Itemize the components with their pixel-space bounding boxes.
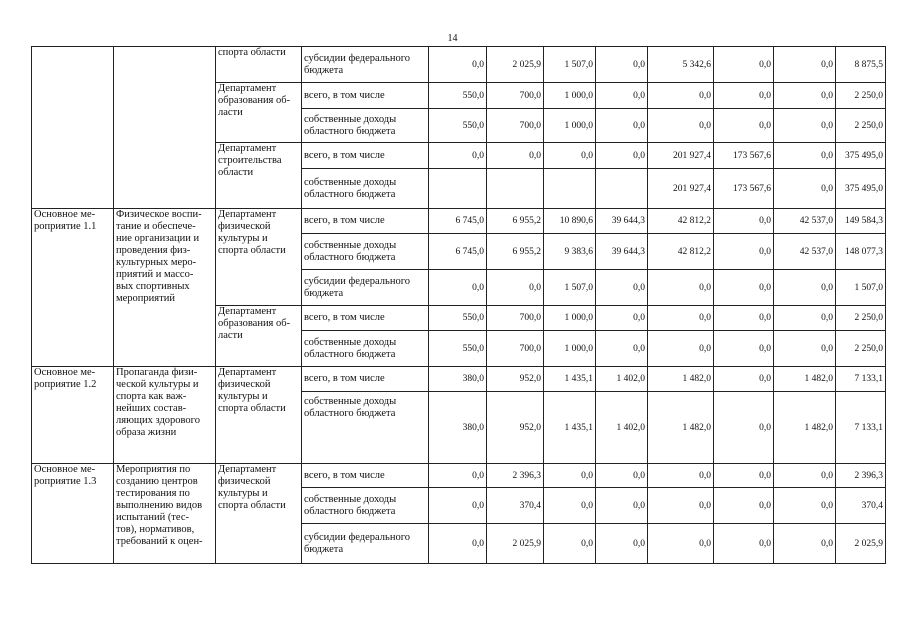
- value-cell: 700,0: [487, 83, 544, 109]
- value-cell: 173 567,6: [714, 169, 774, 209]
- value-cell: 0,0: [714, 234, 774, 270]
- value-cell: 42 537,0: [774, 234, 836, 270]
- funding-source-cell: собственные доходы областного бюджета: [302, 331, 429, 367]
- value-cell: 0,0: [596, 464, 648, 488]
- value-cell: 1 435,1: [544, 392, 596, 464]
- funding-source-cell: субсидии федерального бюджета: [302, 524, 429, 564]
- value-cell: 0,0: [714, 488, 774, 524]
- value-cell: 2 025,9: [487, 47, 544, 83]
- value-cell: 0,0: [774, 270, 836, 306]
- value-cell: 2 396,3: [836, 464, 886, 488]
- executor-cell: Департамент физической культуры и спорта области: [216, 464, 302, 564]
- value-cell: 380,0: [429, 367, 487, 392]
- event-name-cell: Физическое воспи- тание и обеспече- ние организации и проведения физ- культурных меро- приятий и массо- вых спортивных мероприятий: [114, 209, 216, 367]
- value-cell: 0,0: [596, 143, 648, 169]
- funding-source-cell: собственные доходы областного бюджета: [302, 109, 429, 143]
- value-cell: 0,0: [714, 270, 774, 306]
- value-cell: 0,0: [648, 109, 714, 143]
- value-cell: 0,0: [596, 83, 648, 109]
- value-cell: 0,0: [429, 488, 487, 524]
- funding-source-cell: собственные доходы областного бюджета: [302, 169, 429, 209]
- value-cell: 1 435,1: [544, 367, 596, 392]
- value-cell: 201 927,4: [648, 169, 714, 209]
- value-cell: 6 745,0: [429, 234, 487, 270]
- event-name-cell: [114, 47, 216, 209]
- value-cell: 375 495,0: [836, 169, 886, 209]
- value-cell: 1 507,0: [544, 47, 596, 83]
- value-cell: 550,0: [429, 306, 487, 331]
- value-cell: 1 000,0: [544, 83, 596, 109]
- value-cell: 0,0: [714, 47, 774, 83]
- value-cell: 0,0: [714, 209, 774, 234]
- event-cell: Основное ме- роприятие 1.2: [32, 367, 114, 464]
- value-cell: 0,0: [714, 331, 774, 367]
- value-cell: 0,0: [544, 524, 596, 564]
- value-cell: 39 644,3: [596, 234, 648, 270]
- value-cell: 173 567,6: [714, 143, 774, 169]
- value-cell: 1 482,0: [774, 392, 836, 464]
- value-cell: 0,0: [544, 143, 596, 169]
- value-cell: 0,0: [774, 331, 836, 367]
- event-name-cell: Пропаганда физи- ческой культуры и спорта как важ- нейших состав- ляющих здорового образа жизни: [114, 367, 216, 464]
- value-cell: 0,0: [596, 270, 648, 306]
- value-cell: 0,0: [648, 524, 714, 564]
- value-cell: 375 495,0: [836, 143, 886, 169]
- value-cell: 0,0: [774, 109, 836, 143]
- value-cell: 6 955,2: [487, 209, 544, 234]
- value-cell: 380,0: [429, 392, 487, 464]
- value-cell: 2 250,0: [836, 83, 886, 109]
- executor-cell: спорта области: [216, 47, 302, 83]
- value-cell: 0,0: [487, 143, 544, 169]
- executor-cell: Департамент физической культуры и спорта области: [216, 209, 302, 306]
- executor-cell: Департамент образования об- ласти: [216, 83, 302, 143]
- value-cell: 0,0: [648, 464, 714, 488]
- value-cell: 0,0: [487, 270, 544, 306]
- value-cell: 0,0: [774, 169, 836, 209]
- funding-source-cell: всего, в том числе: [302, 367, 429, 392]
- value-cell: 201 927,4: [648, 143, 714, 169]
- executor-cell: Департамент образования об- ласти: [216, 306, 302, 367]
- value-cell: 0,0: [596, 331, 648, 367]
- value-cell: 0,0: [544, 488, 596, 524]
- funding-source-cell: собственные доходы областного бюджета: [302, 488, 429, 524]
- value-cell: 0,0: [429, 47, 487, 83]
- value-cell: 370,4: [487, 488, 544, 524]
- value-cell: 1 482,0: [774, 367, 836, 392]
- value-cell: 149 584,3: [836, 209, 886, 234]
- value-cell: 5 342,6: [648, 47, 714, 83]
- executor-cell: Департамент физической культуры и спорта области: [216, 367, 302, 464]
- value-cell: 1 507,0: [544, 270, 596, 306]
- value-cell: 0,0: [774, 83, 836, 109]
- value-cell: 1 000,0: [544, 331, 596, 367]
- executor-cell: Департамент строительства области: [216, 143, 302, 209]
- table-row: [32, 367, 886, 392]
- event-cell: Основное ме- роприятие 1.1: [32, 209, 114, 367]
- budget-table: [31, 46, 886, 564]
- value-cell: 0,0: [596, 47, 648, 83]
- value-cell: 0,0: [714, 464, 774, 488]
- value-cell: 42 812,2: [648, 234, 714, 270]
- value-cell: [596, 169, 648, 209]
- value-cell: 2 250,0: [836, 109, 886, 143]
- value-cell: 42 537,0: [774, 209, 836, 234]
- value-cell: 1 000,0: [544, 109, 596, 143]
- funding-source-cell: собственные доходы областного бюджета: [302, 234, 429, 270]
- value-cell: 0,0: [648, 306, 714, 331]
- value-cell: 0,0: [714, 306, 774, 331]
- value-cell: 0,0: [648, 270, 714, 306]
- value-cell: 370,4: [836, 488, 886, 524]
- value-cell: 0,0: [596, 109, 648, 143]
- value-cell: 0,0: [714, 524, 774, 564]
- value-cell: 6 745,0: [429, 209, 487, 234]
- value-cell: 0,0: [429, 464, 487, 488]
- table-row: [32, 464, 886, 488]
- value-cell: 0,0: [774, 524, 836, 564]
- value-cell: 700,0: [487, 109, 544, 143]
- value-cell: 0,0: [714, 109, 774, 143]
- value-cell: 1 000,0: [544, 306, 596, 331]
- value-cell: 7 133,1: [836, 392, 886, 464]
- value-cell: [487, 169, 544, 209]
- table-row: [32, 47, 886, 83]
- funding-source-cell: всего, в том числе: [302, 143, 429, 169]
- value-cell: 0,0: [596, 306, 648, 331]
- value-cell: 0,0: [774, 488, 836, 524]
- value-cell: 700,0: [487, 306, 544, 331]
- value-cell: 550,0: [429, 331, 487, 367]
- value-cell: 0,0: [774, 143, 836, 169]
- value-cell: 0,0: [774, 306, 836, 331]
- value-cell: 0,0: [648, 488, 714, 524]
- value-cell: 0,0: [714, 392, 774, 464]
- funding-source-cell: собственные доходы областного бюджета: [302, 392, 429, 464]
- value-cell: 1 402,0: [596, 392, 648, 464]
- value-cell: 0,0: [714, 83, 774, 109]
- value-cell: [544, 169, 596, 209]
- value-cell: 0,0: [544, 464, 596, 488]
- table-row: [32, 209, 886, 234]
- value-cell: 0,0: [774, 47, 836, 83]
- value-cell: 952,0: [487, 367, 544, 392]
- value-cell: [429, 169, 487, 209]
- funding-source-cell: всего, в том числе: [302, 306, 429, 331]
- value-cell: 10 890,6: [544, 209, 596, 234]
- value-cell: 0,0: [429, 143, 487, 169]
- value-cell: 0,0: [714, 367, 774, 392]
- page-number: 14: [447, 33, 458, 44]
- value-cell: 0,0: [648, 83, 714, 109]
- value-cell: 0,0: [596, 524, 648, 564]
- value-cell: 0,0: [429, 270, 487, 306]
- value-cell: 9 383,6: [544, 234, 596, 270]
- value-cell: 8 875,5: [836, 47, 886, 83]
- funding-source-cell: всего, в том числе: [302, 464, 429, 488]
- value-cell: 0,0: [429, 524, 487, 564]
- funding-source-cell: всего, в том числе: [302, 209, 429, 234]
- value-cell: 550,0: [429, 83, 487, 109]
- event-cell: [32, 47, 114, 209]
- value-cell: 2 396,3: [487, 464, 544, 488]
- value-cell: 1 402,0: [596, 367, 648, 392]
- value-cell: 550,0: [429, 109, 487, 143]
- value-cell: 7 133,1: [836, 367, 886, 392]
- value-cell: 0,0: [648, 331, 714, 367]
- funding-source-cell: субсидии федерального бюджета: [302, 47, 429, 83]
- value-cell: 2 025,9: [836, 524, 886, 564]
- funding-source-cell: всего, в том числе: [302, 83, 429, 109]
- value-cell: 6 955,2: [487, 234, 544, 270]
- value-cell: 1 482,0: [648, 392, 714, 464]
- value-cell: 1 482,0: [648, 367, 714, 392]
- value-cell: 0,0: [596, 488, 648, 524]
- event-cell: Основное ме- роприятие 1.3: [32, 464, 114, 564]
- event-name-cell: Мероприятия по созданию центров тестирования по выполнению видов испытаний (тес- тов), нормативов, требований к оцен-: [114, 464, 216, 564]
- value-cell: 2 250,0: [836, 306, 886, 331]
- value-cell: 2 025,9: [487, 524, 544, 564]
- funding-source-cell: субсидии федерального бюджета: [302, 270, 429, 306]
- value-cell: 39 644,3: [596, 209, 648, 234]
- value-cell: 0,0: [774, 464, 836, 488]
- value-cell: 42 812,2: [648, 209, 714, 234]
- value-cell: 700,0: [487, 331, 544, 367]
- value-cell: 148 077,3: [836, 234, 886, 270]
- value-cell: 952,0: [487, 392, 544, 464]
- value-cell: 2 250,0: [836, 331, 886, 367]
- value-cell: 1 507,0: [836, 270, 886, 306]
